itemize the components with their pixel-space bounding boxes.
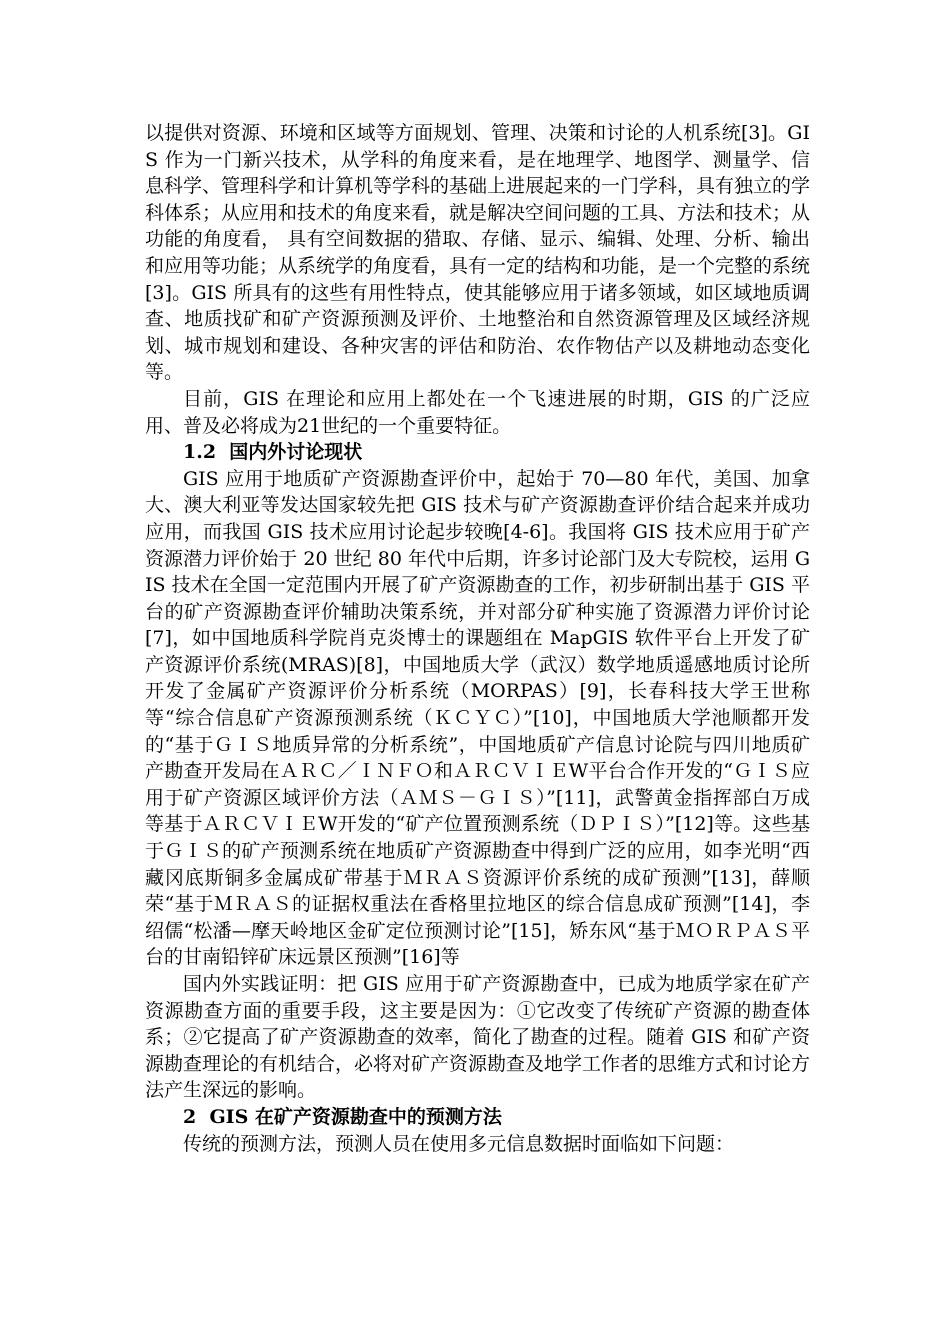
paragraph-traditional-methods: 传统的预测方法，预测人员在使用多元信息数据时面临如下问题： bbox=[183, 1132, 735, 1155]
paragraph-practice-proof: 国内外实践证明：把 GIS 应用于矿产资源勘查中，已成为地质学家在矿产资源勘查方面的重要手段，这主要是因为：①它改变了传统矿产资源的勘查体系；②它提高了矿产资源勘查的效率，简化了勘查的过程。随着 GIS 和矿产资源勘查理论的有机结合，必将对矿产资源勘查及地学工作者的思维方式和讨论方法产生深远的影响。 bbox=[145, 973, 811, 1102]
document-body bbox=[145, 120, 810, 1157]
paragraph-gis-definition: 以提供对资源、环境和区域等方面规划、管理、决策和讨论的人机系统[3]。GIS 作为一门新兴技术，从学科的角度来看，是在地理学、地图学、测量学、信息科学、管理科学和计算机等学科的基础上进展起来的一门学科，具有独立的学科体系；从应用和技术的角度来看，就是解决空间问题的工具、方法和技术；从功能的角度看， 具有空间数据的猎取、存储、显示、编辑、处理、分析、输出和应用等功能；从系统学的角度看，具有一定的结构和功能，是一个完整的系统[3]。GIS 所具有的这些有用性特点，使其能够应用于诸多领域，如区域地质调查、地质找矿和矿产资源预测及评价、土地整治和自然资源管理及区域经济规划、城市规划和建设、各种灾害的评估和防治、农作物估产以及耕地动态变化等。 bbox=[145, 122, 811, 384]
section-heading-2: 2 GIS 在矿产资源勘查中的预测方法 bbox=[183, 1105, 502, 1128]
section-heading-1-2: 1.2 国内外讨论现状 bbox=[183, 441, 363, 464]
paragraph-research-status: GIS 应用于地质矿产资源勘查评价中，起始于 70—80 年代，美国、加拿大、澳大利亚等发达国家较先把 GIS 技术与矿产资源勘查评价结合起来并成功应用，而我国 GIS 技术应用讨论起步较晚[4-6]。我国将 GIS 技术应用于矿产资源潜力评价始于 20 世纪 80 年代中后期，许多讨论部门及大专院校，运用 GIS 技术在全国一定范围内开展了矿产资源勘查的工作，初步研制出基于 GIS 平台的矿产资源勘查评价辅助决策系统，并对部分矿种实施了资源潜力评价讨论[7]，如中国地质科学院肖克炎博士的课题组在 MapGIS 软件平台上开发了矿产资源评价系统(MRAS)[8]，中国地质大学（武汉）数学地质遥感地质讨论所开发了金属矿产资源评价分析系统（MORPAS）[9]，长春科技大学王世称等“综合信息矿产资源预测系统（ＫＣＹＣ）”[10]，中国地质大学池顺都开发的“基于ＧＩＳ地质异常的分析系统”，中国地质矿产信息讨论院与四川地质矿产勘查开发局在ＡＲＣ／ＩＮＦＯ和ＡＲＣＶＩＥW平台合作开发的“ＧＩＳ应用于矿产资源区域评价方法（ＡＭＳ－ＧＩＳ）”[11]，武警黄金指挥部白万成等基于ＡＲＣＶＩＥW开发的“矿产位置预测系统（ＤＰＩＳ）”[12]等。这些基于ＧＩＳ的矿产预测系统在地质矿产资源勘查中得到广泛的应用，如李光明“西藏冈底斯铜多金属成矿带基于ＭＲＡＳ资源评价系统的成矿预测”[13]，薛顺荣“基于ＭＲＡＳ的证据权重法在香格里拉地区的综合信息成矿预测”[14]，李绍儒“松潘—摩天岭地区金矿定位预测讨论”[15]，矫东风“基于ＭＯＲＰＡＳ平台的甘南铅锌矿床远景区预测”[16]等 bbox=[145, 467, 810, 969]
paragraph-gis-development: 目前，GIS 在理论和应用上都处在一个飞速进展的时期，GIS 的广泛应用、普及必将成为21世纪的一个重要特征。 bbox=[145, 387, 810, 437]
